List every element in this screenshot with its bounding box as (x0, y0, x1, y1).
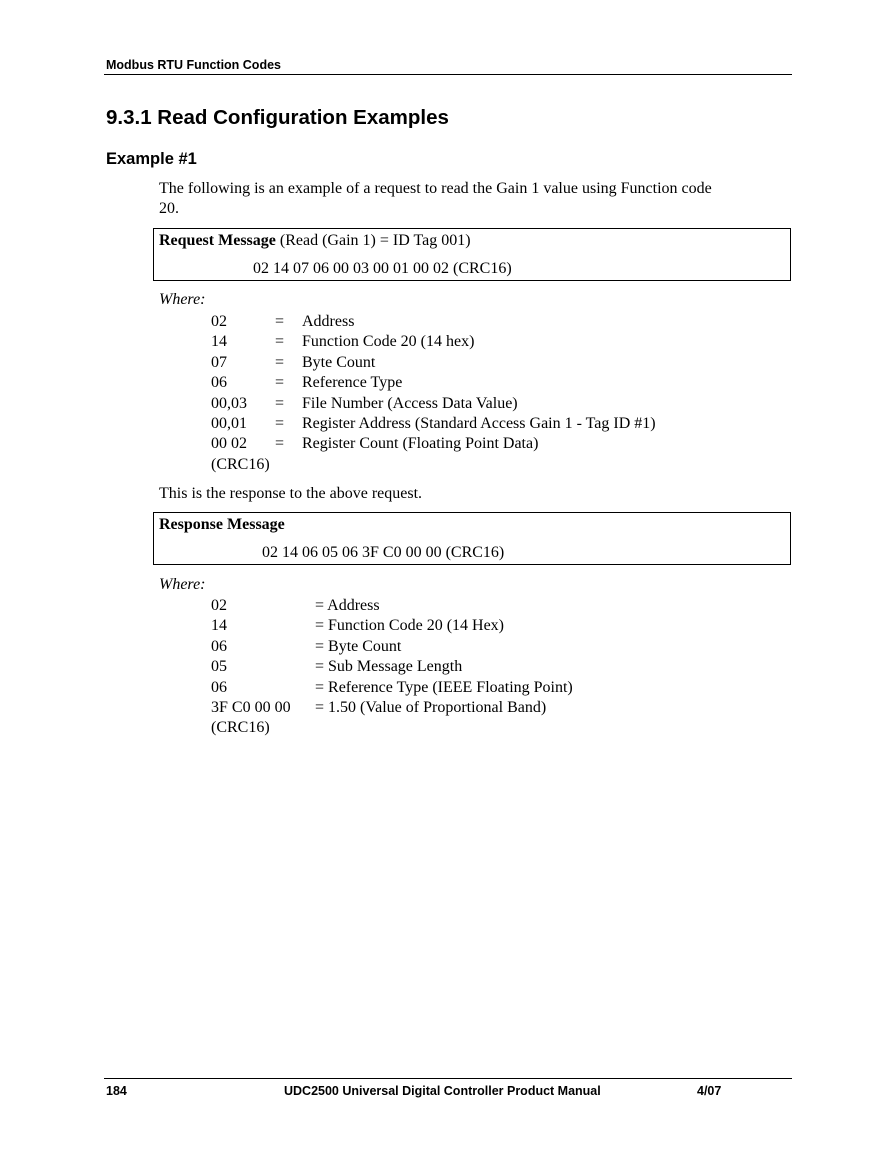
definition-code: 06 (211, 374, 227, 392)
intro-line-1: The following is an example of a request to read the Gain 1 value using Function code (159, 180, 712, 197)
definition-description: = Reference Type (IEEE Floating Point) (315, 678, 573, 696)
definition-equals: = (275, 394, 285, 412)
footer-rule (104, 1078, 792, 1079)
definition-description: = Function Code 20 (14 Hex) (315, 617, 504, 635)
response-intro: This is the response to the above request. (159, 485, 423, 502)
header-rule (104, 74, 792, 75)
definition-code: 02 (211, 313, 227, 330)
definition-code: 06 (211, 678, 227, 696)
definition-code: (CRC16) (211, 455, 270, 473)
manual-title: UDC2500 Universal Digital Controller Product Manual (284, 1084, 601, 1098)
definition-equals: = (275, 374, 285, 392)
definition-equals: = (275, 353, 285, 371)
request-message-box (153, 228, 791, 281)
definition-description: File Number (Access Data Value) (302, 394, 518, 412)
definition-description: = Byte Count (315, 637, 402, 655)
definition-description: = Sub Message Length (315, 658, 463, 676)
definition-code: 02 (211, 597, 227, 614)
definition-equals: = (275, 313, 285, 330)
definition-description: = 1.50 (Value of Proportional Band) (315, 698, 547, 716)
definition-code: 3F C0 00 00 (211, 698, 291, 716)
definition-code: 00,03 (211, 394, 247, 412)
definition-description: Register Address (Standard Access Gain 1 - Tag ID #1) (302, 414, 656, 432)
response-message-bytes: 02 14 06 05 06 3F C0 00 00 (CRC16) (262, 544, 505, 561)
definition-description: Byte Count (302, 353, 376, 371)
response-where-label: Where: (159, 576, 206, 593)
definition-description: Function Code 20 (14 hex) (302, 333, 475, 351)
footer-date: 4/07 (697, 1084, 722, 1098)
request-where-label: Where: (159, 291, 206, 308)
request-message-detail: (Read (Gain 1) = ID Tag 001) (275, 232, 471, 249)
definition-description: = Address (315, 597, 380, 614)
request-message-title (159, 232, 471, 250)
definition-equals: = (275, 333, 285, 351)
response-message-box (153, 512, 791, 565)
definition-description: Reference Type (302, 374, 403, 392)
section-title: 9.3.1 Read Configuration Examples (106, 106, 449, 129)
definition-description: Register Count (Floating Point Data) (302, 435, 539, 453)
definition-code: 07 (211, 353, 227, 371)
response-message-label: Response Message (159, 516, 285, 533)
request-message-bytes: 02 14 07 06 00 03 00 01 00 02 (CRC16) (253, 260, 512, 277)
intro-line-2: 20. (159, 200, 179, 217)
response-message-title (159, 516, 285, 534)
definition-code: 00 02 (211, 435, 247, 453)
definition-equals: = (275, 435, 285, 453)
definition-code: 06 (211, 637, 227, 655)
definition-code: 05 (211, 658, 227, 676)
running-header: Modbus RTU Function Codes (106, 58, 281, 72)
definition-code: 14 (211, 333, 227, 351)
definition-equals: = (275, 414, 285, 432)
page-number: 184 (106, 1084, 127, 1098)
intro-paragraph (159, 179, 789, 219)
request-message-label: Request Message (159, 232, 276, 249)
definition-code: (CRC16) (211, 719, 270, 737)
example-heading: Example #1 (106, 150, 197, 168)
definition-code: 00,01 (211, 414, 247, 432)
definition-code: 14 (211, 617, 227, 635)
definition-description: Address (302, 313, 355, 330)
